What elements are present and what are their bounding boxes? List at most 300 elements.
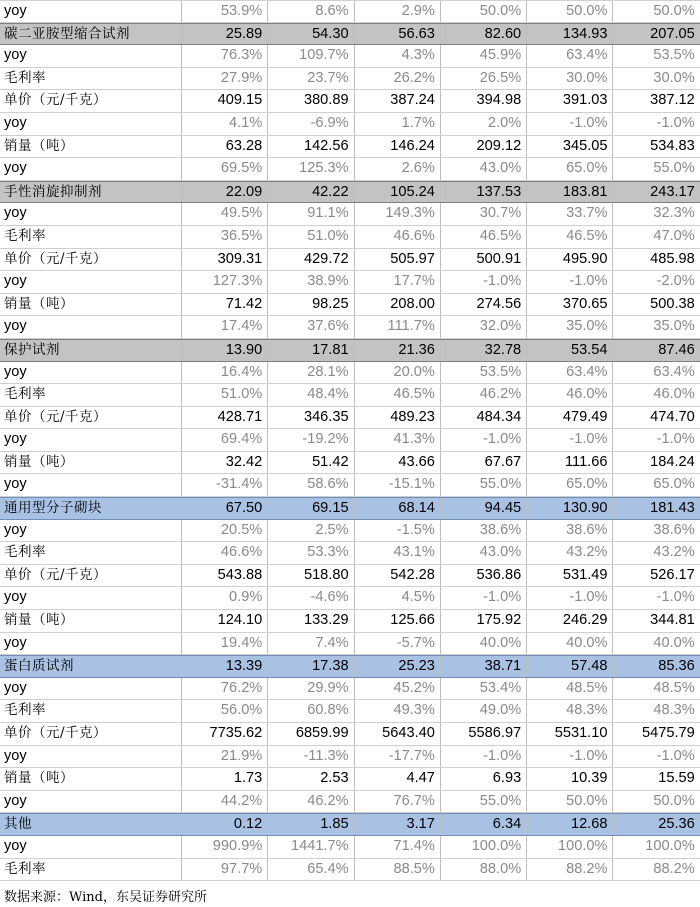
value-cell: 4.47 bbox=[355, 768, 441, 790]
value-cell: 53.5% bbox=[441, 362, 527, 384]
value-cell: 130.90 bbox=[527, 498, 613, 519]
value-cell: 53.54 bbox=[527, 340, 613, 361]
row-label: 毛利率 bbox=[0, 859, 182, 881]
table-row bbox=[0, 362, 700, 385]
value-cell: 48.5% bbox=[527, 678, 613, 700]
value-cell: 208.00 bbox=[355, 294, 441, 316]
value-cell: 38.9% bbox=[268, 271, 354, 293]
value-cell: 49.3% bbox=[355, 700, 441, 722]
value-cell: 2.5% bbox=[268, 520, 354, 542]
value-cell: 32.0% bbox=[441, 316, 527, 338]
value-cell: 40.0% bbox=[441, 633, 527, 655]
value-cell: 30.7% bbox=[441, 203, 527, 225]
value-cell: 474.70 bbox=[650, 408, 695, 425]
value-cell: 534.83 bbox=[650, 137, 695, 154]
value-cell: 53.4% bbox=[441, 678, 527, 700]
value-cell: 142.56 bbox=[268, 136, 354, 158]
value-cell: 2.53 bbox=[268, 768, 354, 790]
value-cell: 37.6% bbox=[268, 316, 354, 338]
value-cell: 6.93 bbox=[441, 768, 527, 790]
row-label: yoy bbox=[0, 316, 182, 338]
value-cell: 76.2% bbox=[182, 678, 268, 700]
value-cell: 44.2% bbox=[182, 791, 268, 813]
value-cell: -1.0% bbox=[527, 587, 613, 609]
value-cell: 35.0% bbox=[527, 316, 613, 338]
value-cell: 531.49 bbox=[527, 565, 613, 587]
value-cell: 56.63 bbox=[355, 24, 441, 45]
value-cell: 484.34 bbox=[441, 407, 527, 429]
value-cell: -1.0% bbox=[656, 431, 695, 448]
value-cell: 12.68 bbox=[527, 814, 613, 835]
value-cell: 175.92 bbox=[441, 610, 527, 632]
value-cell: -1.0% bbox=[656, 747, 695, 764]
value-cell: 542.28 bbox=[355, 565, 441, 587]
value-cell: 51.42 bbox=[268, 452, 354, 474]
value-cell: 53.5% bbox=[653, 47, 695, 64]
value-cell: 344.81 bbox=[650, 612, 695, 629]
row-label: 毛利率 bbox=[0, 68, 182, 90]
value-cell: 53.9% bbox=[182, 1, 268, 22]
value-cell: 57.48 bbox=[527, 656, 613, 677]
value-cell: 47.0% bbox=[653, 227, 695, 244]
value-cell: 1.7% bbox=[355, 113, 441, 135]
value-cell: 5475.79 bbox=[642, 725, 695, 741]
value-cell: 46.5% bbox=[527, 226, 613, 248]
table-row bbox=[0, 113, 700, 136]
value-cell: 94.45 bbox=[441, 498, 527, 519]
table-row bbox=[0, 587, 700, 610]
value-cell: 3.17 bbox=[355, 814, 441, 835]
row-label: 毛利率 bbox=[0, 542, 182, 564]
value-cell: 49.0% bbox=[441, 700, 527, 722]
value-cell: 48.3% bbox=[653, 702, 695, 719]
value-cell: 133.29 bbox=[268, 610, 354, 632]
value-cell: 0.12 bbox=[182, 814, 268, 835]
table-row bbox=[0, 45, 700, 68]
table-row bbox=[0, 836, 700, 859]
value-cell: 51.0% bbox=[268, 226, 354, 248]
row-label: 通用型分子砌块 bbox=[0, 498, 182, 519]
value-cell: 2.0% bbox=[441, 113, 527, 135]
value-cell: 345.05 bbox=[527, 136, 613, 158]
value-cell: 38.6% bbox=[527, 520, 613, 542]
value-cell: 69.4% bbox=[182, 429, 268, 451]
value-cell: 41.3% bbox=[355, 429, 441, 451]
value-cell: 394.98 bbox=[441, 90, 527, 112]
value-cell: 17.38 bbox=[268, 656, 354, 677]
value-cell: 58.6% bbox=[268, 474, 354, 496]
value-cell: 485.98 bbox=[650, 250, 695, 267]
value-cell: -1.0% bbox=[527, 271, 613, 293]
value-cell: 1.85 bbox=[268, 814, 354, 835]
value-cell: -1.0% bbox=[656, 114, 695, 131]
value-cell: 100.0% bbox=[441, 836, 527, 858]
source-note: 数据来源：Wind，东吴证券研究所 bbox=[4, 890, 207, 905]
value-cell: 45.2% bbox=[355, 678, 441, 700]
table-row bbox=[0, 452, 700, 475]
value-cell: 105.24 bbox=[355, 182, 441, 203]
table-row bbox=[0, 203, 700, 226]
table-row bbox=[0, 633, 700, 656]
value-cell: 100.0% bbox=[527, 836, 613, 858]
value-cell: 26.2% bbox=[355, 68, 441, 90]
row-label: 单价（元/千克） bbox=[0, 407, 182, 429]
value-cell: 35.0% bbox=[653, 318, 695, 335]
value-cell: 21.36 bbox=[355, 340, 441, 361]
value-cell: 23.7% bbox=[268, 68, 354, 90]
row-label: yoy bbox=[0, 362, 182, 384]
value-cell: -5.7% bbox=[355, 633, 441, 655]
value-cell: 43.2% bbox=[653, 544, 695, 561]
value-cell: -1.0% bbox=[441, 746, 527, 768]
table-row bbox=[0, 339, 700, 362]
value-cell: 111.66 bbox=[527, 452, 613, 474]
row-label: 保护试剂 bbox=[0, 340, 182, 361]
value-cell: 495.90 bbox=[527, 249, 613, 271]
value-cell: 69.5% bbox=[182, 158, 268, 180]
table-row bbox=[0, 768, 700, 791]
value-cell: 67.50 bbox=[182, 498, 268, 519]
value-cell: 109.7% bbox=[268, 45, 354, 67]
table-row bbox=[0, 474, 700, 497]
value-cell: 146.24 bbox=[355, 136, 441, 158]
row-label: 销量（吨） bbox=[0, 452, 182, 474]
value-cell: -17.7% bbox=[355, 746, 441, 768]
table-row bbox=[0, 0, 700, 23]
table-row bbox=[0, 90, 700, 113]
row-label: yoy bbox=[0, 271, 182, 293]
row-label: 单价（元/千克） bbox=[0, 565, 182, 587]
row-label: 单价（元/千克） bbox=[0, 723, 182, 745]
value-cell: 7.4% bbox=[268, 633, 354, 655]
row-label: yoy bbox=[0, 678, 182, 700]
table-row bbox=[0, 429, 700, 452]
table-row bbox=[0, 746, 700, 769]
value-cell: 51.0% bbox=[182, 384, 268, 406]
value-cell: 17.81 bbox=[268, 340, 354, 361]
value-cell: 65.0% bbox=[527, 158, 613, 180]
value-cell: 246.29 bbox=[527, 610, 613, 632]
value-cell: 40.0% bbox=[527, 633, 613, 655]
row-label: 其他 bbox=[0, 814, 182, 835]
value-cell: 29.9% bbox=[268, 678, 354, 700]
row-label: 毛利率 bbox=[0, 700, 182, 722]
row-label: yoy bbox=[0, 633, 182, 655]
value-cell: 387.24 bbox=[355, 90, 441, 112]
value-cell: 500.91 bbox=[441, 249, 527, 271]
value-cell: 46.0% bbox=[527, 384, 613, 406]
value-cell: 54.30 bbox=[268, 24, 354, 45]
value-cell: 17.4% bbox=[182, 316, 268, 338]
value-cell: 100.0% bbox=[645, 837, 695, 854]
value-cell: 38.6% bbox=[441, 520, 527, 542]
value-cell: 68.14 bbox=[355, 498, 441, 519]
value-cell: 1441.7% bbox=[268, 836, 354, 858]
value-cell: 134.93 bbox=[527, 24, 613, 45]
value-cell: 387.12 bbox=[650, 92, 695, 109]
value-cell: 28.1% bbox=[268, 362, 354, 384]
table-row bbox=[0, 249, 700, 272]
row-label: 销量（吨） bbox=[0, 768, 182, 790]
value-cell: 4.1% bbox=[182, 113, 268, 135]
value-cell: -1.0% bbox=[441, 587, 527, 609]
value-cell: 38.6% bbox=[653, 521, 695, 538]
value-cell: 25.23 bbox=[355, 656, 441, 677]
value-cell: 45.9% bbox=[441, 45, 527, 67]
row-label: yoy bbox=[0, 836, 182, 858]
value-cell: 43.0% bbox=[441, 542, 527, 564]
value-cell: 32.78 bbox=[441, 340, 527, 361]
value-cell: 46.5% bbox=[355, 384, 441, 406]
value-cell: 2.6% bbox=[355, 158, 441, 180]
table-row bbox=[0, 791, 700, 814]
row-label: yoy bbox=[0, 203, 182, 225]
value-cell: 46.0% bbox=[653, 386, 695, 403]
value-cell: 50.0% bbox=[527, 791, 613, 813]
value-cell: 76.7% bbox=[355, 791, 441, 813]
table-row bbox=[0, 68, 700, 91]
row-label: 毛利率 bbox=[0, 226, 182, 248]
value-cell: 46.6% bbox=[355, 226, 441, 248]
value-cell: 207.05 bbox=[650, 25, 695, 42]
value-cell: 5531.10 bbox=[527, 723, 613, 745]
row-label: 单价（元/千克） bbox=[0, 249, 182, 271]
value-cell: 85.36 bbox=[658, 658, 695, 675]
value-cell: 30.0% bbox=[527, 68, 613, 90]
row-label: yoy bbox=[0, 791, 182, 813]
value-cell: 184.24 bbox=[650, 453, 695, 470]
value-cell: -1.0% bbox=[527, 746, 613, 768]
value-cell: 111.7% bbox=[355, 316, 441, 338]
value-cell: 505.97 bbox=[355, 249, 441, 271]
table-row bbox=[0, 226, 700, 249]
value-cell: 0.9% bbox=[182, 587, 268, 609]
value-cell: 526.17 bbox=[650, 566, 695, 583]
row-label: 毛利率 bbox=[0, 384, 182, 406]
table-row bbox=[0, 610, 700, 633]
value-cell: 43.1% bbox=[355, 542, 441, 564]
value-cell: 127.3% bbox=[182, 271, 268, 293]
value-cell: 6.34 bbox=[441, 814, 527, 835]
value-cell: 536.86 bbox=[441, 565, 527, 587]
value-cell: 32.3% bbox=[653, 205, 695, 222]
value-cell: 82.60 bbox=[441, 24, 527, 45]
value-cell: 990.9% bbox=[182, 836, 268, 858]
value-cell: 46.5% bbox=[441, 226, 527, 248]
value-cell: 181.43 bbox=[650, 500, 695, 517]
value-cell: 2.9% bbox=[355, 1, 441, 22]
value-cell: 88.0% bbox=[441, 859, 527, 881]
value-cell: 55.0% bbox=[441, 791, 527, 813]
value-cell: -1.0% bbox=[656, 589, 695, 606]
value-cell: 15.59 bbox=[658, 770, 695, 787]
value-cell: 65.4% bbox=[268, 859, 354, 881]
value-cell: 479.49 bbox=[527, 407, 613, 429]
value-cell: 48.3% bbox=[527, 700, 613, 722]
value-cell: 63.4% bbox=[653, 363, 695, 380]
value-cell: 48.5% bbox=[653, 679, 695, 696]
value-cell: 489.23 bbox=[355, 407, 441, 429]
row-label: 手性消旋抑制剂 bbox=[0, 182, 182, 203]
row-label: yoy bbox=[0, 1, 182, 22]
value-cell: 43.2% bbox=[527, 542, 613, 564]
value-cell: -1.5% bbox=[355, 520, 441, 542]
table-row bbox=[0, 542, 700, 565]
value-cell: 125.66 bbox=[355, 610, 441, 632]
value-cell: 13.90 bbox=[182, 340, 268, 361]
value-cell: 50.0% bbox=[653, 3, 695, 19]
value-cell: -6.9% bbox=[268, 113, 354, 135]
table-row bbox=[0, 23, 700, 46]
row-label: 销量（吨） bbox=[0, 610, 182, 632]
table-row bbox=[0, 655, 700, 678]
value-cell: -2.0% bbox=[656, 273, 695, 290]
value-cell: 309.31 bbox=[182, 249, 268, 271]
value-cell: 60.8% bbox=[268, 700, 354, 722]
value-cell: 50.0% bbox=[441, 1, 527, 22]
value-cell: 274.56 bbox=[441, 294, 527, 316]
value-cell: 27.9% bbox=[182, 68, 268, 90]
value-cell: 10.39 bbox=[527, 768, 613, 790]
value-cell: 43.0% bbox=[441, 158, 527, 180]
table-row bbox=[0, 316, 700, 339]
row-label: yoy bbox=[0, 45, 182, 67]
value-cell: 87.46 bbox=[658, 341, 695, 358]
value-cell: 21.9% bbox=[182, 746, 268, 768]
value-cell: 49.5% bbox=[182, 203, 268, 225]
value-cell: 19.4% bbox=[182, 633, 268, 655]
value-cell: 67.67 bbox=[441, 452, 527, 474]
row-label: 销量（吨） bbox=[0, 294, 182, 316]
value-cell: 370.65 bbox=[527, 294, 613, 316]
value-cell: 53.3% bbox=[268, 542, 354, 564]
value-cell: 243.17 bbox=[650, 183, 695, 200]
table-row bbox=[0, 700, 700, 723]
value-cell: -11.3% bbox=[268, 746, 354, 768]
value-cell: 91.1% bbox=[268, 203, 354, 225]
value-cell: 88.2% bbox=[527, 859, 613, 881]
row-label: yoy bbox=[0, 746, 182, 768]
value-cell: 63.4% bbox=[527, 362, 613, 384]
value-cell: 137.53 bbox=[441, 182, 527, 203]
value-cell: 428.71 bbox=[182, 407, 268, 429]
value-cell: 46.2% bbox=[441, 384, 527, 406]
value-cell: 71.42 bbox=[182, 294, 268, 316]
table-row bbox=[0, 565, 700, 588]
value-cell: 6859.99 bbox=[268, 723, 354, 745]
value-cell: 76.3% bbox=[182, 45, 268, 67]
table-row bbox=[0, 859, 700, 882]
row-label: yoy bbox=[0, 113, 182, 135]
table-row bbox=[0, 678, 700, 701]
table-row bbox=[0, 407, 700, 430]
value-cell: 88.2% bbox=[653, 860, 695, 877]
table-row bbox=[0, 813, 700, 836]
value-cell: 32.42 bbox=[182, 452, 268, 474]
value-cell: 40.0% bbox=[653, 634, 695, 651]
value-cell: 543.88 bbox=[182, 565, 268, 587]
value-cell: 43.66 bbox=[355, 452, 441, 474]
value-cell: 42.22 bbox=[268, 182, 354, 203]
table-row bbox=[0, 158, 700, 181]
table-row bbox=[0, 723, 700, 746]
value-cell: 46.2% bbox=[268, 791, 354, 813]
value-cell: 50.0% bbox=[527, 1, 613, 22]
value-cell: 13.39 bbox=[182, 656, 268, 677]
table-row bbox=[0, 520, 700, 543]
value-cell: 124.10 bbox=[182, 610, 268, 632]
table-row bbox=[0, 271, 700, 294]
value-cell: -1.0% bbox=[441, 429, 527, 451]
row-label: yoy bbox=[0, 520, 182, 542]
value-cell: 380.89 bbox=[268, 90, 354, 112]
value-cell: 65.0% bbox=[527, 474, 613, 496]
value-cell: -1.0% bbox=[527, 429, 613, 451]
value-cell: 71.4% bbox=[355, 836, 441, 858]
value-cell: 125.3% bbox=[268, 158, 354, 180]
value-cell: 16.4% bbox=[182, 362, 268, 384]
value-cell: 8.6% bbox=[268, 1, 354, 22]
value-cell: 63.28 bbox=[182, 136, 268, 158]
value-cell: 26.5% bbox=[441, 68, 527, 90]
row-label: yoy bbox=[0, 587, 182, 609]
value-cell: 46.6% bbox=[182, 542, 268, 564]
value-cell: 429.72 bbox=[268, 249, 354, 271]
value-cell: -1.0% bbox=[527, 113, 613, 135]
value-cell: 1.73 bbox=[182, 768, 268, 790]
value-cell: 5643.40 bbox=[355, 723, 441, 745]
row-label: yoy bbox=[0, 474, 182, 496]
value-cell: 65.0% bbox=[653, 476, 695, 493]
value-cell: 5586.97 bbox=[441, 723, 527, 745]
value-cell: -31.4% bbox=[182, 474, 268, 496]
value-cell: 25.36 bbox=[658, 816, 695, 833]
row-label: 销量（吨） bbox=[0, 136, 182, 158]
value-cell: 183.81 bbox=[527, 182, 613, 203]
value-cell: 149.3% bbox=[355, 203, 441, 225]
row-label: 单价（元/千克） bbox=[0, 90, 182, 112]
value-cell: 63.4% bbox=[527, 45, 613, 67]
value-cell: 55.0% bbox=[653, 160, 695, 177]
value-cell: 500.38 bbox=[650, 295, 695, 312]
value-cell: 88.5% bbox=[355, 859, 441, 881]
value-cell: 20.0% bbox=[355, 362, 441, 384]
value-cell: 36.5% bbox=[182, 226, 268, 248]
table-row bbox=[0, 136, 700, 159]
value-cell: 56.0% bbox=[182, 700, 268, 722]
value-cell: 346.35 bbox=[268, 407, 354, 429]
value-cell: 55.0% bbox=[441, 474, 527, 496]
value-cell: 50.0% bbox=[653, 792, 695, 809]
value-cell: 4.5% bbox=[355, 587, 441, 609]
value-cell: -1.0% bbox=[441, 271, 527, 293]
value-cell: 409.15 bbox=[182, 90, 268, 112]
value-cell: 97.7% bbox=[182, 859, 268, 881]
table-row bbox=[0, 497, 700, 520]
table-row bbox=[0, 384, 700, 407]
value-cell: 98.25 bbox=[268, 294, 354, 316]
value-cell: 30.0% bbox=[653, 69, 695, 86]
value-cell: 518.80 bbox=[268, 565, 354, 587]
row-label: yoy bbox=[0, 429, 182, 451]
table-row bbox=[0, 181, 700, 204]
value-cell: 4.3% bbox=[355, 45, 441, 67]
row-label: 蛋白质试剂 bbox=[0, 656, 182, 677]
value-cell: -19.2% bbox=[268, 429, 354, 451]
row-label: yoy bbox=[0, 158, 182, 180]
row-label: 碳二亚胺型缩合试剂 bbox=[0, 24, 182, 45]
value-cell: 7735.62 bbox=[182, 723, 268, 745]
